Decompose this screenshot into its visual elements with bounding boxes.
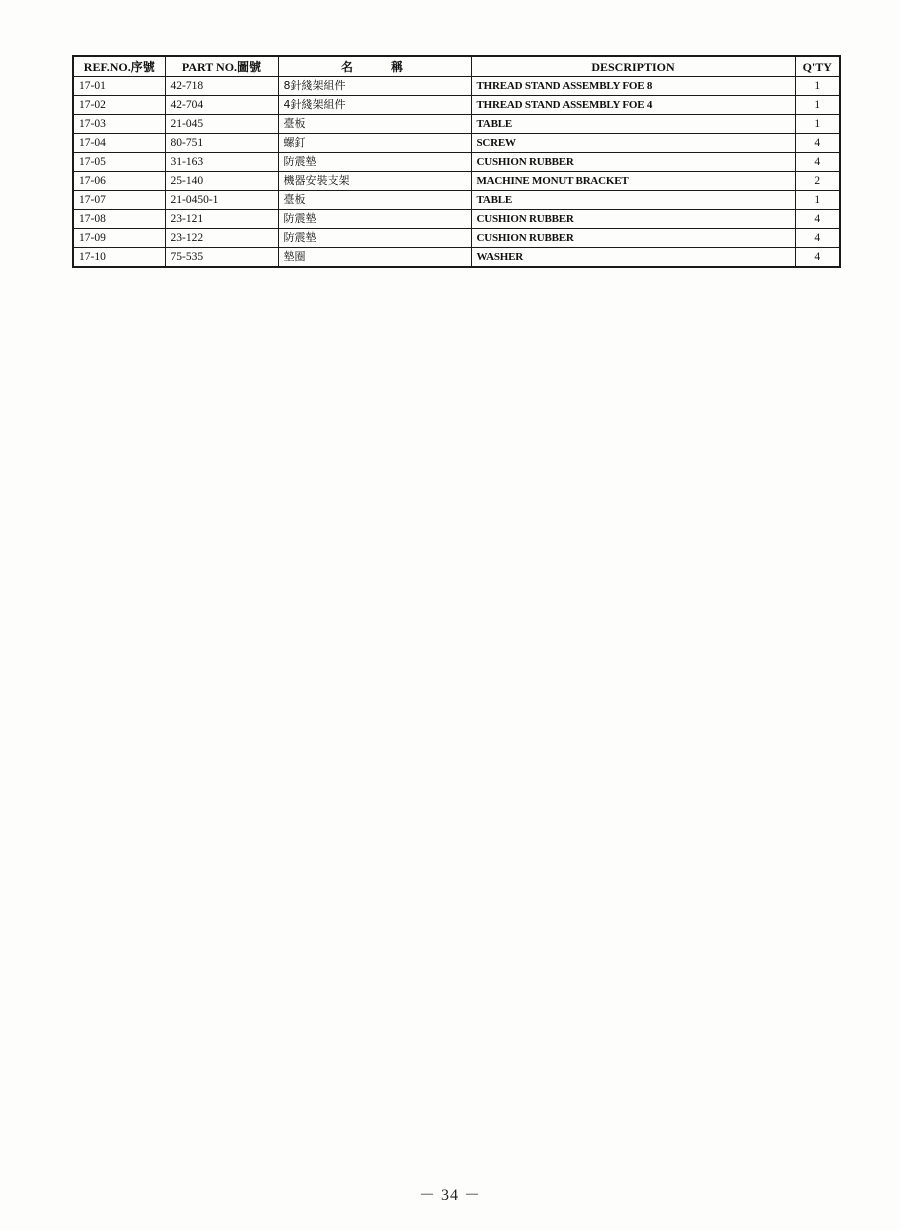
ref-no-cell: 17-03 [73,115,165,134]
part-no-cell: 80-751 [165,134,278,153]
name-cell: 機器安裝支架 [278,172,471,191]
description-header: DESCRIPTION [471,56,795,77]
name-cell: 防震墊 [278,153,471,172]
name-cell: 臺板 [278,115,471,134]
description-cell: TABLE [471,115,795,134]
page-number: － 34 － [418,1187,481,1204]
description-cell: THREAD STAND ASSEMBLY FOE 4 [471,96,795,115]
header-row [73,56,840,77]
parts-table-header [73,56,840,77]
ref-no-header: REF.NO.序號 [73,56,165,77]
ref-no-cell: 17-06 [73,172,165,191]
description-cell: CUSHION RUBBER [471,153,795,172]
table-row [73,210,840,229]
qty-cell: 1 [795,115,840,134]
qty-cell: 1 [795,77,840,96]
part-no-cell: 42-718 [165,77,278,96]
ref-no-cell: 17-02 [73,96,165,115]
description-cell: CUSHION RUBBER [471,210,795,229]
description-cell: THREAD STAND ASSEMBLY FOE 8 [471,77,795,96]
part-no-cell: 21-0450-1 [165,191,278,210]
table-row [73,77,840,96]
table-row [73,248,840,268]
table-row [73,96,840,115]
table-row [73,134,840,153]
part-no-header: PART NO.圖號 [165,56,278,77]
qty-cell: 4 [795,229,840,248]
qty-cell: 4 [795,153,840,172]
ref-no-cell: 17-01 [73,77,165,96]
name-header: 名稱 [278,56,471,77]
name-cell: 墊圈 [278,248,471,268]
ref-no-cell: 17-07 [73,191,165,210]
name-cell: 防震墊 [278,229,471,248]
parts-table-body [73,77,840,268]
table-row [73,229,840,248]
table-row [73,172,840,191]
ref-no-cell: 17-10 [73,248,165,268]
part-no-cell: 23-122 [165,229,278,248]
parts-table [72,55,841,268]
qty-cell: 4 [795,134,840,153]
description-cell: TABLE [471,191,795,210]
ref-no-cell: 17-04 [73,134,165,153]
table-row [73,191,840,210]
part-no-cell: 31-163 [165,153,278,172]
ref-no-cell: 17-08 [73,210,165,229]
qty-cell: 2 [795,172,840,191]
qty-cell: 1 [795,191,840,210]
name-cell: 螺釘 [278,134,471,153]
part-no-cell: 42-704 [165,96,278,115]
table-row [73,153,840,172]
part-no-cell: 21-045 [165,115,278,134]
qty-cell: 1 [795,96,840,115]
part-no-cell: 25-140 [165,172,278,191]
name-cell: 4針綫架組件 [278,96,471,115]
ref-no-cell: 17-05 [73,153,165,172]
qty-cell: 4 [795,248,840,268]
part-no-cell: 23-121 [165,210,278,229]
name-cell: 臺板 [278,191,471,210]
name-cell: 8針綫架組件 [278,77,471,96]
qty-header: Q'TY [795,56,840,77]
description-cell: SCREW [471,134,795,153]
part-no-cell: 75-535 [165,248,278,268]
qty-cell: 4 [795,210,840,229]
table-row [73,115,840,134]
description-cell: WASHER [471,248,795,268]
description-cell: CUSHION RUBBER [471,229,795,248]
name-cell: 防震墊 [278,210,471,229]
description-cell: MACHINE MONUT BRACKET [471,172,795,191]
ref-no-cell: 17-09 [73,229,165,248]
